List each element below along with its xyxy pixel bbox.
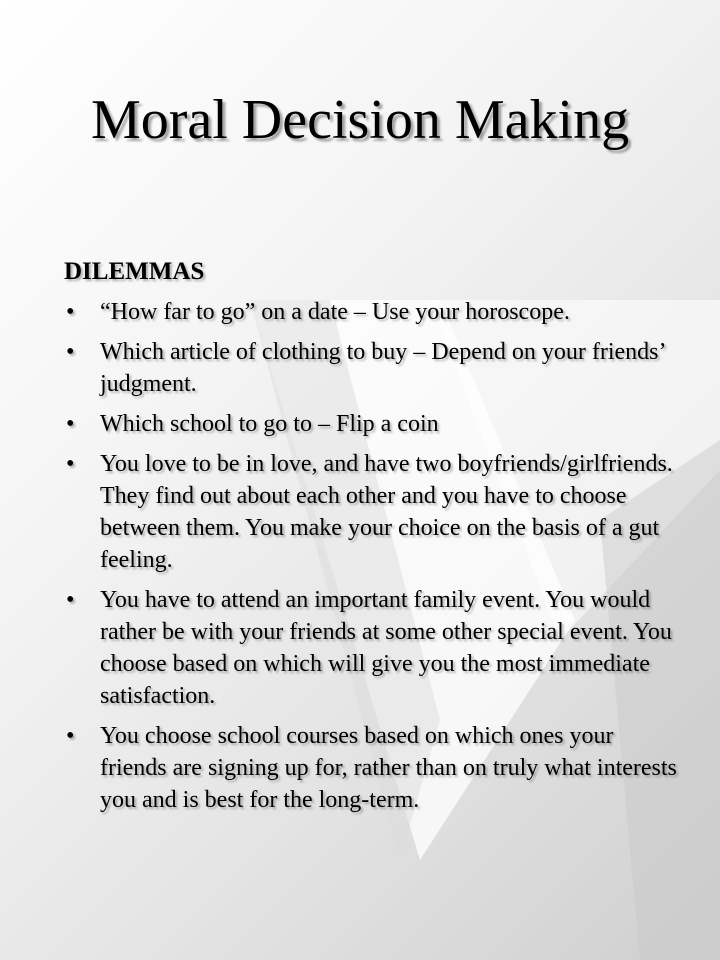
section-heading: DILEMMAS	[64, 258, 205, 285]
list-item	[64, 584, 684, 712]
bullet-icon: •	[66, 723, 75, 749]
list-item	[64, 336, 684, 400]
list-item-text: You love to be in love, and have two boyfriends/girlfriends. They find out about each other and you have to choose between them. You make your choice on the basis of a gut feeling.	[100, 451, 673, 573]
list-item-text: Which article of clothing to buy – Depend on your friends’ judgment.	[100, 339, 665, 397]
list-item-text: You have to attend an important family event. You would rather be with your friends at some other special event. You choose based on which will give you the most immediate satisfaction.	[100, 587, 672, 709]
bullet-icon: •	[66, 339, 75, 365]
list-item-text: You choose school courses based on which ones your friends are signing up for, rather than on truly what interests you and is best for the long-term.	[100, 723, 677, 813]
list-item	[64, 720, 684, 816]
list-item	[64, 296, 684, 328]
bullet-icon: •	[66, 299, 75, 325]
slide-title: Moral Decision Making	[90, 89, 630, 151]
bullet-icon: •	[66, 411, 75, 437]
dilemma-list	[64, 296, 684, 816]
slide-content	[64, 256, 684, 824]
list-item-text: Which school to go to – Flip a coin	[100, 411, 439, 437]
list-item	[64, 408, 684, 440]
bullet-icon: •	[66, 587, 75, 613]
list-item-text: “How far to go” on a date – Use your horoscope.	[100, 299, 570, 325]
list-item	[64, 448, 684, 576]
bullet-icon: •	[66, 451, 75, 477]
